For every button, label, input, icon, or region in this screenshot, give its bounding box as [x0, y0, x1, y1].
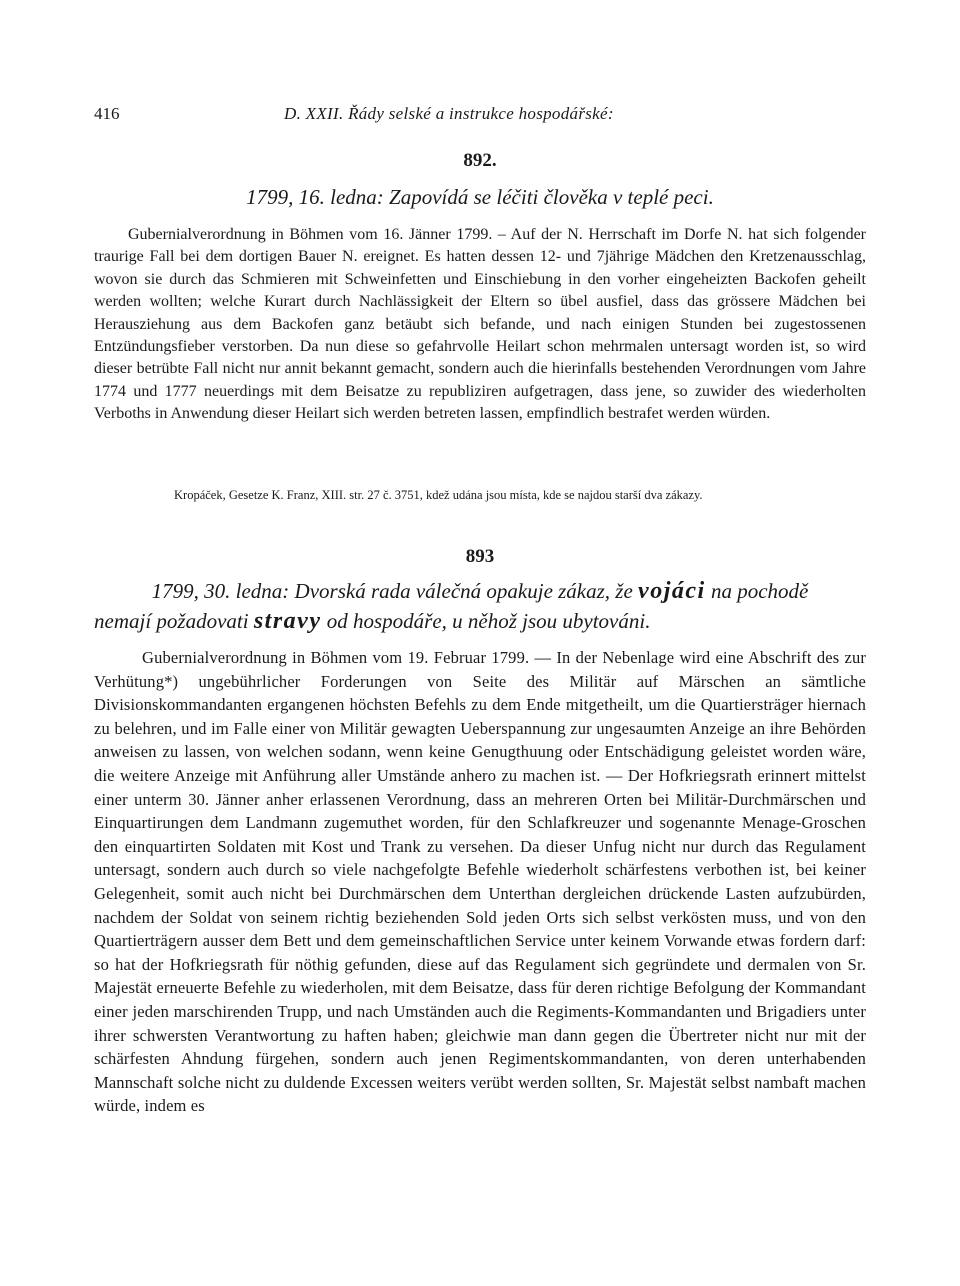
- heading-text: 1799, 30. ledna: Dvorská rada válečná opakuje zákaz, že: [151, 579, 633, 603]
- paragraph: Gubernialverordnung in Böhmen vom 19. Februar 1799. — In der Nebenlage wird eine Abschrift des zur Verhütung*) ungebührlicher Forderungen von Seite des Militär auf Märschen an sämtliche Divisionskommandanten ergangenen höchsten Befehls zu dem Ende mitgetheilt, um die Quartiersträger hiernach zu belehren, und im Falle einer von Militär gewagten Ueberspannung zur ungesaumten Anzeige an ihre Behörden anweisen zu lassen, von welchen sodann, wenn keine Genugthuung oder Entschädigung geleistet worden wäre, die weitere Anzeige mit Anführung aller Umstände anhero zu machen ist. — Der Hofkriegsrath erinnert mittelst einer unterm 30. Jänner anher erlassenen Verordnung, dass an mehreren Orten bei Militär-Durchmärschen und Einquartirungen dem Landmann zugemuthet worden, für den Schlafkreuzer und sogenannte Menage-Groschen den einquartirten Soldaten mit Kost und Trank zu versehen. Da dieser Unfug nicht nur durch das Regulament untersagt, sondern auch durch so viele nachgefolgte Befehle wiederholt schärfestens verbothen ist, bei keiner Gelegenheit, somit auch nicht bei Durchmärschen dem Unterthan dergleichen drückende Lasten aufzubürden, nachdem der Soldat von seinem richtig beziehenden Sold jeden Orts sich selbst verkösten muss, und von den Quartierträgern ausser dem Bett und dem gemeinschaftlichen Service unter keinem Vorwande etwas fordern darf: so hat der Hofkriegsrath für nöthig gefunden, diese auf das Regulament sich gegründete und dermalen von Sr. Majestät erneuerte Befehle zu wiederholen, mit dem Beisatze, dass für deren richtige Befolgung der Kommandant einer jeden marschirenden Trupp, und nach Umständen auch die Regiments-Kommandanten und Brigadiers unter ihrer schwersten Verantwortung zu haften haben; gleichwie man dann gegen die Übertreter nicht nur mit der schärfesten Ahndung fürgehen, sondern auch jenen Regimentskommandanten, von deren unterhabenden Mannschaft solche nicht zu duldende Excessen weiters verübt werden sollten, Sr. Majestät selbst nambaft machen würde, indem es: [94, 648, 866, 1116]
- heading-text: na pochodě: [710, 579, 809, 603]
- paragraph: Gubernialverordnung in Böhmen vom 16. Jänner 1799. – Auf der N. Herrschaft im Dorfe N. hat sich folgender traurige Fall bei dem dortigen Bauer N. ereignet. Es hatten dessen 12- und 7jährige Mädchen den Kretzenausschlag, wovon sie durch das Schmieren mit Schweinfetten und Einschiebung in den vorher eingeheizten Backofen geheilt werden wollten; welche Kurart durch Nachlässigkeit der Eltern so übel ausfiel, dass das grössere Mädchen bei Herausziehung aus dem Backofen ganz betäubt sich befande, und nach einigen Stunden bei zugestossenen Entzündungsfieber verstorben. Da nun diese so gefahrvolle Heilart schon mehrmalen untersagt worden ist, so wird dieser betrübte Fall nicht nur annit bekannt gemacht, sondern auch die hierinfalls bestehenden Verordnungen vom Jahre 1774 und 1777 neuerdings mit dem Beisatze zu republiziren aufgetragen, dass jene, so zuwider des wiederholten Verboths in Anwendung dieser Heilart sich werden betreten lassen, empfindlich bestrafet werden würden.: [94, 226, 866, 423]
- document-heading-892: 1799, 16. ledna: Zapovídá se léčiti člověka v teplé peci.: [246, 185, 714, 209]
- heading-text: od hospodáře, u něhož jsou ubytováni.: [326, 609, 651, 633]
- document-number-893: 893: [465, 546, 495, 567]
- heading-keyword: vojáci: [638, 578, 706, 604]
- heading-keyword: stravy: [253, 608, 322, 634]
- heading-line-2: [94, 606, 866, 636]
- document-number-892: 892.: [463, 150, 497, 171]
- document-body-892: [94, 224, 866, 426]
- heading-line-1: [94, 576, 866, 606]
- page-number: 416: [94, 104, 120, 123]
- document-heading-893: [94, 576, 866, 636]
- running-title: D. XXII. Řády selské a instrukce hospodářské:: [284, 104, 614, 123]
- citation-892: [94, 486, 866, 505]
- page-header: [94, 104, 866, 128]
- heading-text: nemají požadovati: [94, 609, 249, 633]
- document-body-893: [94, 646, 866, 1118]
- citation-text: Kropáček, Gesetze K. Franz, XIII. str. 27 č. 3751, kdež udána jsou místa, kde se najdou starší dva zákazy.: [174, 488, 703, 502]
